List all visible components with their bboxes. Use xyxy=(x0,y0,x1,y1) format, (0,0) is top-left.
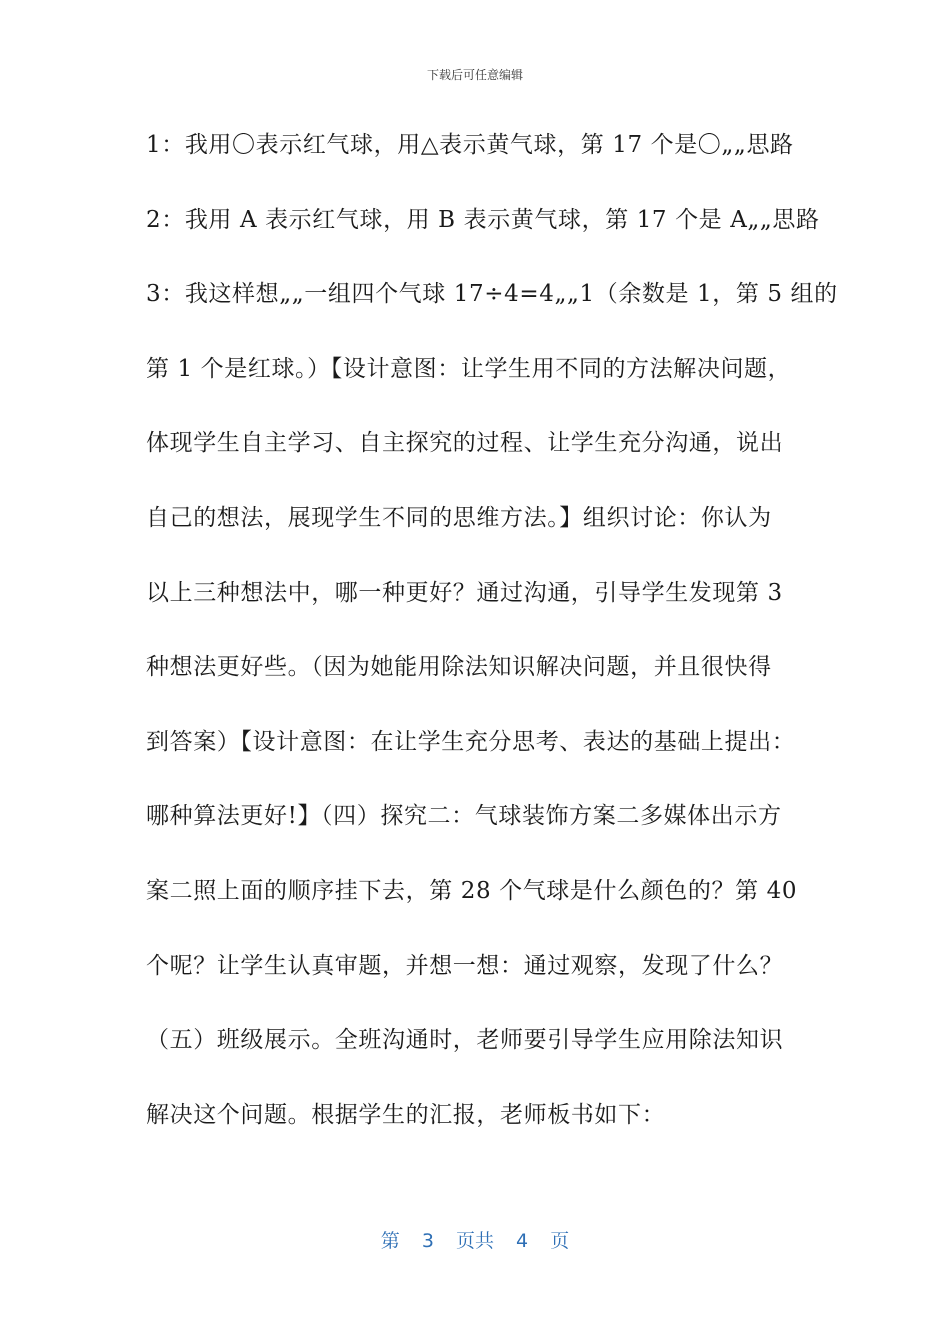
page-header: 下载后可任意编辑 xyxy=(426,68,523,82)
footer-middle: 页共 xyxy=(455,1230,494,1252)
text-line: 案二照上面的顺序挂下去，第 28 个气球是什么颜色的？第 40 xyxy=(146,877,798,904)
footer-suffix: 页 xyxy=(550,1230,570,1252)
text-line: 种想法更好些。（因为她能用除法知识解决问题，并且很快得 xyxy=(146,654,772,681)
page-footer xyxy=(0,1226,950,1253)
text-line: 1：我用〇表示红气球，用△表示黄气球，第 17 个是〇„„思路 xyxy=(146,132,794,158)
text-line: 哪种算法更好!】（四）探究二：气球装饰方案二多媒体出示方 xyxy=(146,803,782,830)
text-line: （五）班级展示。全班沟通时，老师要引导学生应用除法知识 xyxy=(146,1027,784,1054)
text-line: 到答案）【设计意图：在让学生充分思考、表达的基础上提出： xyxy=(146,728,796,755)
text-line: 2：我用 A 表示红气球，用 B 表示黄气球，第 17 个是 A„„思路 xyxy=(146,206,820,233)
text-line: 3：我这样想„„一组四个气球 17÷4=4„„1（余数是 1，第 5 组的 xyxy=(146,281,838,308)
text-line: 以上三种想法中，哪一种更好？通过沟通，引导学生发现第 3 xyxy=(146,579,783,606)
text-line: 第 1 个是红球。）【设计意图：让学生用不同的方法解决问题， xyxy=(146,355,792,382)
current-page-number: 3 xyxy=(421,1230,434,1252)
text-line: 解决这个问题。根据学生的汇报，老师板书如下： xyxy=(146,1101,666,1128)
total-pages-number: 4 xyxy=(516,1230,529,1252)
footer-prefix: 第 xyxy=(380,1230,400,1252)
text-line: 自己的想法，展现学生不同的思维方法。】组织讨论：你认为 xyxy=(146,504,772,531)
document-body xyxy=(146,120,838,1164)
text-line: 体现学生自主学习、自主探究的过程、让学生充分沟通，说出 xyxy=(146,430,784,457)
text-line: 个呢？让学生认真审题，并想一想：通过观察，发现了什么？ xyxy=(146,952,784,979)
